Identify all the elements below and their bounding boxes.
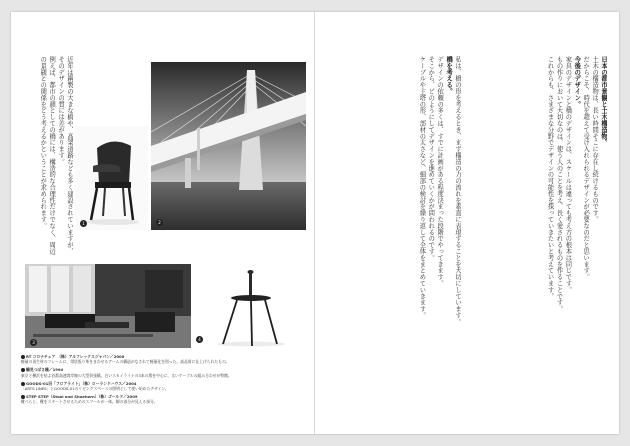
bridge-photo: [151, 62, 306, 230]
caption-3-title: GOODS-01旧「フロアライト」（株）ローランドハウス／2004: [21, 381, 306, 386]
body-paragraph: ケーブルや主塔の形、部材の太さなど、細部の検討を繰り返して全体をまとめていきます。: [418, 56, 426, 319]
caption-3-body: 「ARTS LINES」とGOODS-01のリビングスペースの照明として使い始めたデザイン。: [21, 386, 169, 392]
interior-photo: [25, 264, 191, 348]
body-paragraph: 例えば、都市の顔としての橋には、構造的な合理性だけでなく、周辺の景観との関係をどう考えるかということが求められます。: [39, 56, 56, 255]
section-heading: 今後のデザイン。: [573, 56, 581, 108]
caption-2-title: 鶴見つばさ橋／1994: [21, 367, 306, 372]
photo-number-2: 2: [156, 219, 163, 226]
bridge-illustration: [151, 62, 306, 230]
caption-1-title: RT コロナチェア （株）アルフレックスジャパン／2000: [21, 354, 306, 359]
magazine-spread: [11, 12, 619, 434]
body-text-right-page-a: [323, 56, 461, 388]
photo-number-4: 4: [196, 336, 203, 343]
caption-2-body: 東京と横浜を結ぶ首都高速湾岸線の大型斜張橋。白いスカイライナの3本の塔を中心に、太いケーブルの組み合わせが特徴。: [21, 372, 232, 378]
body-paragraph: 近年は鋼製の大きな橋や、高架道路なども多く建設されていますが、そのデザインの質には差があります。: [57, 56, 73, 255]
body-text-right-page-b: [467, 56, 607, 388]
section-heading: 橋を考える。: [445, 56, 453, 95]
body-paragraph: だからこそ、時代を超えて受け入れられるデザインが必要なのだと思います。: [582, 56, 590, 280]
section-heading: 日本の都市景観と土木構造物。: [600, 56, 607, 146]
stool-photo: [195, 268, 303, 348]
body-paragraph: もの作りにおいて大切なのは、使う人のことを考え、長く愛されるものを作ることです。: [555, 56, 563, 312]
body-text-left-page: [25, 56, 73, 256]
body-paragraph: デザインの依頼の多くは、すでに計画がある程度決まった段階でやってきます。: [436, 56, 444, 287]
chair-photo: [75, 126, 148, 230]
photo-number-1: 1: [80, 220, 87, 227]
stool-illustration: [195, 268, 303, 348]
body-paragraph: 私は、橋の形を考えるとき、まず構造の力の流れを素直に表現することを大切にしています。: [454, 56, 461, 325]
interior-illustration: [25, 264, 191, 348]
page-gutter: [314, 12, 315, 434]
photo-number-3: 3: [30, 339, 37, 346]
body-paragraph: 土木の構造物は、長い時間そこに存在し続けるものです。: [591, 56, 599, 223]
chair-illustration: [75, 126, 148, 230]
caption-4-body: 靴べらと、靴をスタートさせるためのスツールが一体。脚の部分が見える部分。: [21, 399, 158, 405]
body-paragraph: そこから、どのようにしてデザインを進めていくかが問われるのです。: [427, 56, 435, 261]
caption-1-body: 軽量の再生材のフレームに、帯状張り革をまわせるアームの構造がなされて軽量化を図った。高品質に仕上げられたもの。: [21, 359, 230, 365]
body-paragraph: これからも、さまざまな分野でデザインの可能性を探っていきたいと考えています。: [546, 56, 554, 300]
photo-captions: [21, 354, 306, 405]
caption-4-title: STEP STEP（Stool and Shoehorn）（株）ゴールド／2009: [21, 394, 306, 399]
body-paragraph: 家具のデザインと橋のデザインは、スケールは違っても考え方の根本は同じです。: [564, 56, 572, 293]
